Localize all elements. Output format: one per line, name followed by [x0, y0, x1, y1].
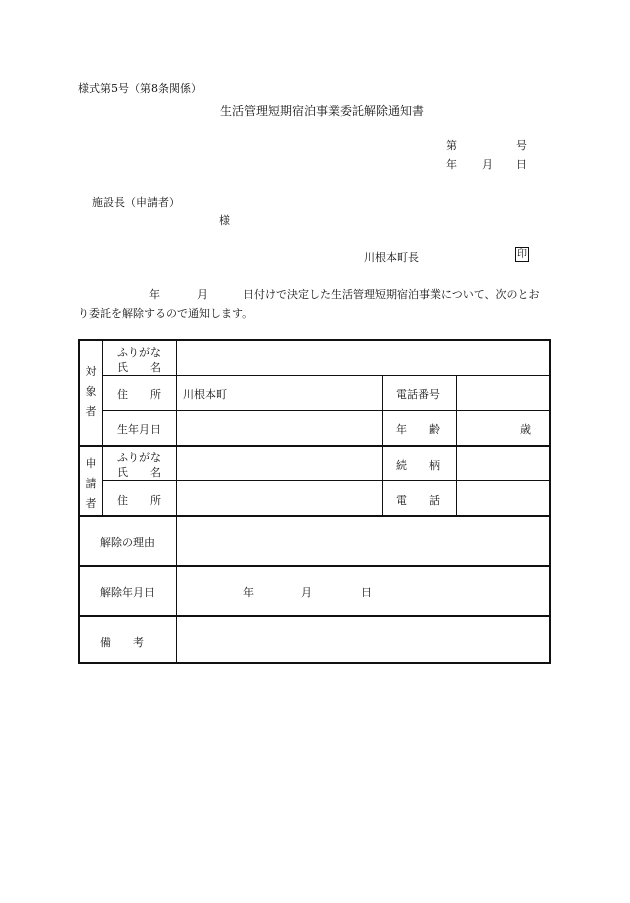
reason-field[interactable]	[183, 523, 545, 559]
target-age-label: 年 齢	[396, 423, 440, 436]
applicant-relationship-label: 続 柄	[396, 459, 440, 472]
rule-target-row1	[102, 375, 551, 376]
remarks-field[interactable]	[183, 623, 545, 659]
applicant-name-label: 氏 名	[117, 466, 161, 479]
seal-icon: 印	[517, 249, 527, 260]
rule-mid-col	[382, 375, 383, 516]
target-name-label: 氏 名	[117, 361, 161, 374]
target-birthdate-field[interactable]	[183, 416, 378, 440]
doc-no-go: 号	[516, 139, 527, 152]
date-year-label: 年	[446, 158, 457, 171]
target-phone-field[interactable]	[462, 381, 548, 405]
applicant-name-field[interactable]	[183, 453, 378, 477]
rule-applicant-row1	[102, 480, 551, 481]
body-month-label: 月	[197, 288, 208, 301]
target-address-field[interactable]: 川根本町	[183, 388, 227, 401]
date-month-label: 月	[482, 158, 493, 171]
target-address-label: 住 所	[117, 388, 161, 401]
target-group-label: 対象者	[85, 365, 97, 418]
date-day-label: 日	[516, 158, 527, 171]
body-year-label: 年	[149, 288, 160, 301]
rule-section-applicant	[80, 515, 551, 517]
document-title: 生活管理短期宿泊事業委託解除通知書	[220, 104, 425, 118]
reason-label: 解除の理由	[100, 536, 155, 549]
rule-right-col	[456, 375, 457, 516]
applicant-relationship-field[interactable]	[462, 453, 548, 477]
applicant-phone-field[interactable]	[462, 487, 548, 511]
target-furigana-label: ふりがな	[117, 346, 161, 359]
rule-label-col	[176, 341, 177, 664]
recipient: 施設長（申請者）	[92, 196, 180, 209]
applicant-phone-label: 電 話	[396, 494, 440, 507]
applicant-address-label: 住 所	[117, 494, 161, 507]
seal-mark	[515, 247, 529, 262]
cancel-date-label: 解除年月日	[100, 586, 155, 599]
body-line1: 日付けで決定した生活管理短期宿泊事業について、次のとお	[243, 288, 540, 301]
cancel-year-label: 年	[243, 586, 254, 599]
doc-no-dai: 第	[446, 139, 457, 152]
applicant-group-label: 申請者	[85, 457, 97, 510]
cancel-month-label: 月	[301, 586, 312, 599]
rule-section-reason	[80, 565, 551, 567]
target-phone-label: 電話番号	[396, 388, 440, 401]
applicant-address-field[interactable]	[183, 487, 378, 511]
applicant-furigana-label: ふりがな	[117, 451, 161, 464]
notice-form-table	[78, 339, 551, 664]
form-number: 様式第5号（第8条関係）	[78, 82, 202, 95]
target-birthdate-label: 生年月日	[117, 423, 161, 436]
rule-group-col	[102, 341, 103, 516]
target-name-field[interactable]	[183, 351, 543, 369]
honorific: 様	[219, 214, 230, 227]
cancel-day-label: 日	[361, 586, 372, 599]
rule-target-row2	[102, 410, 551, 411]
sender-name: 川根本町長	[364, 251, 419, 264]
remarks-label: 備 考	[100, 636, 144, 649]
rule-section-date	[80, 615, 551, 617]
body-line2: り委託を解除するので通知します。	[78, 307, 254, 320]
target-age-unit: 歳	[520, 423, 531, 436]
rule-section-target	[80, 445, 551, 447]
